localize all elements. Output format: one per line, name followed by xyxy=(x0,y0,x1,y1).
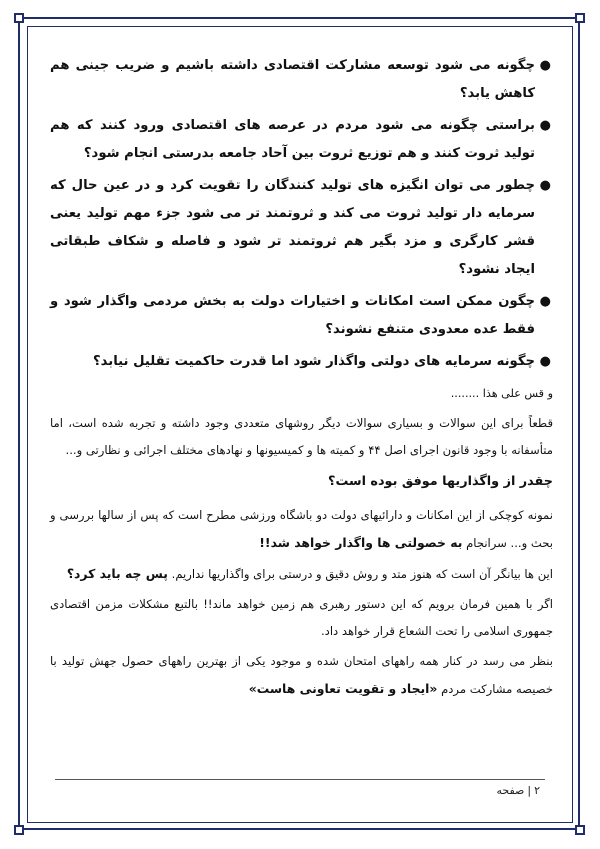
emphasis-text: به خصولتی ها واگذار خواهد شد!! xyxy=(259,535,463,550)
bullet-icon: ● xyxy=(539,58,551,73)
list-item xyxy=(50,288,553,344)
page-label: صفحه xyxy=(496,784,525,797)
list-item-text: چگونه سرمایه های دولتی واگذار شود اما قدرت حاکمیت تقلیل نیابد؟ xyxy=(92,354,535,369)
border-corner-ornament xyxy=(575,13,585,23)
footer-divider xyxy=(55,779,545,780)
border-corner-ornament xyxy=(575,825,585,835)
paragraph-proposal xyxy=(50,648,553,703)
list-item-text: چطور می توان انگیزه های تولید کنندگان را تقویت کرد و در عین حال که سرمایه دار تولید ثروت می کند و ثروتمند تر می شود جزء مهم تولید یعنی قشر کارگری و مزد بگیر هم ثروتمند تر شود و فاصله و شکاف طبقاتی ایجاد نشود؟ xyxy=(50,178,535,277)
emphasis-text: «ایجاد و تقویت تعاونی هاست» xyxy=(248,681,438,696)
paragraph-conclusion xyxy=(50,560,553,588)
section-heading: چقدر از واگذاریها موفق بوده است؟ xyxy=(328,474,553,489)
emphasis-text: پس چه باید کرد؟ xyxy=(66,566,168,581)
list-item xyxy=(50,112,553,168)
list-item xyxy=(50,52,553,108)
footer-separator: | xyxy=(527,784,532,797)
border-corner-ornament xyxy=(14,825,24,835)
paragraph-text: نمونه کوچکی از این امکانات و دارائیهای دولت دو باشگاه ورزشی مطرح است که پس از سالها بررسی و بحث و... سرانجام xyxy=(50,508,553,550)
bullet-icon: ● xyxy=(539,118,551,133)
document-body xyxy=(50,52,553,706)
question-list xyxy=(50,52,553,376)
bullet-icon: ● xyxy=(539,294,551,309)
page-number: ۲ xyxy=(534,784,540,797)
bullet-icon: ● xyxy=(539,178,551,193)
page-footer xyxy=(496,784,540,797)
list-item-text: چگونه می شود توسعه مشارکت اقتصادی داشته باشیم و ضریب جینی هم کاهش یابد؟ xyxy=(50,58,535,101)
list-item-text: چگون ممکن است امکانات و اختیارات دولت به بخش مردمی واگذار شود و فقط عده معدودی متنفع نشوند؟ xyxy=(50,294,535,337)
paragraph-etcetera: و قس علی هذا ........ xyxy=(450,387,553,400)
paragraph-example xyxy=(50,502,553,557)
border-corner-ornament xyxy=(14,13,24,23)
paragraph-text: این ها بیانگر آن است که هنوز متد و روش دقیق و درستی برای واگذاریها نداریم. xyxy=(167,567,553,581)
paragraph-text: بنظر می رسد در کنار همه راههای امتحان شده و موجود یکی از بهترین راههای حصول جهش تولید با خصیصه مشارکت مردم xyxy=(50,654,553,696)
bullet-icon: ● xyxy=(539,354,551,369)
paragraph-intro: قطعاً برای این سوالات و بسیاری سوالات دیگر روشهای متعددی وجود داشته و تجربه شده است، اما متأسفانه با وجود قانون اجرای اصل ۴۴ و کمیته ها و کمیسیونها و نهادهای مختلف اجرائی و نظارتی و... xyxy=(50,416,553,457)
paragraph-warning: اگر با همین فرمان برویم که این دستور رهبری هم زمین خواهد ماند!! بالتبع مشکلات مزمن اقتصادی جمهوری اسلامی را تحت الشعاع قرار خواهد داد. xyxy=(50,597,553,638)
list-item xyxy=(50,348,553,376)
list-item-text: براستی چگونه می شود مردم در عرصه های اقتصادی ورود کنند که هم تولید ثروت کنند و هم توزیع ثروت بین آحاد جامعه بدرستی انجام شود؟ xyxy=(50,118,535,161)
list-item xyxy=(50,172,553,284)
